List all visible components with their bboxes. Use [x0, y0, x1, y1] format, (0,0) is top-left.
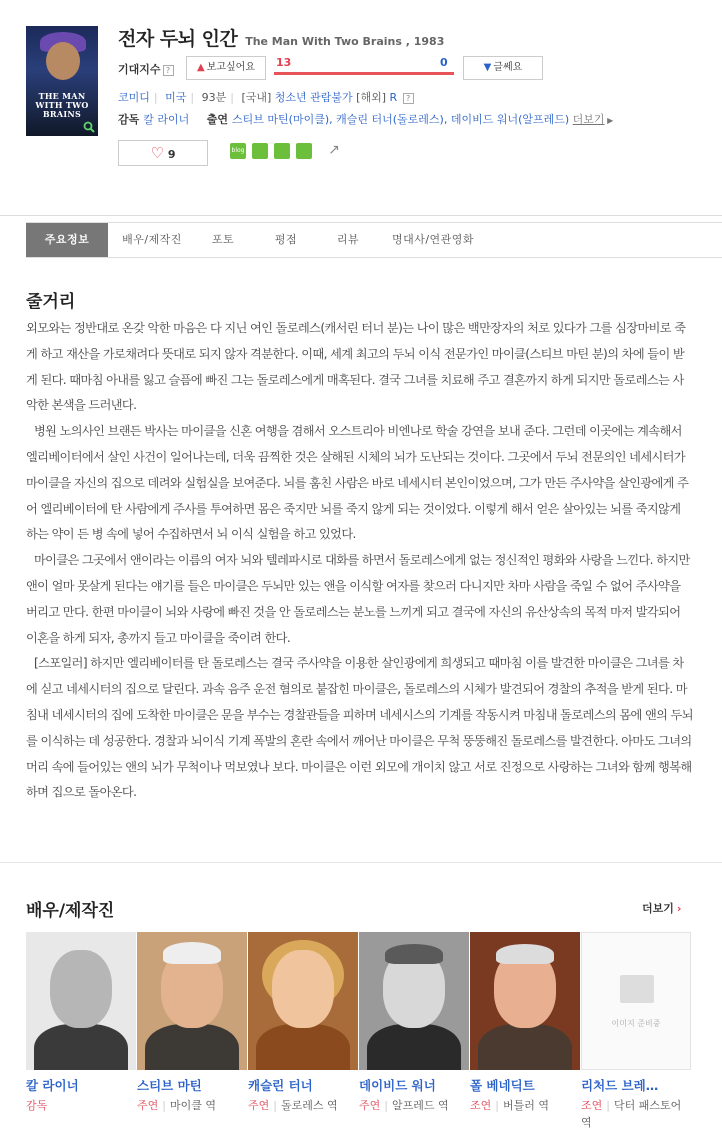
- no-image-text: 이미지 준비중: [611, 1019, 661, 1028]
- expectation-label: [118, 61, 174, 77]
- synopsis-body: [26, 316, 694, 806]
- cast-more-link[interactable]: [642, 900, 681, 916]
- rating-international[interactable]: R: [389, 91, 398, 104]
- tab-rating[interactable]: 평점: [274, 233, 298, 246]
- cast-card[interactable]: [581, 932, 691, 1131]
- rating-domestic[interactable]: 청소년 관람불가: [274, 91, 353, 104]
- role-type: 주연: [359, 1099, 381, 1112]
- director-label: 감독: [118, 113, 140, 126]
- actor-photo[interactable]: [137, 932, 247, 1070]
- cast-card[interactable]: [26, 932, 136, 1114]
- separator: |: [230, 91, 234, 104]
- cast-card[interactable]: [470, 932, 580, 1114]
- expectation-label-text: 기대지수: [118, 63, 161, 76]
- country-link[interactable]: 미국: [165, 91, 187, 104]
- director-link[interactable]: 칼 라이너: [143, 113, 190, 126]
- tab-main-info[interactable]: 주요정보: [26, 223, 108, 257]
- thumbs-up-icon: ▲: [196, 62, 205, 73]
- poster-title-text: THE MAN WITH TWO BRAINS: [35, 91, 89, 119]
- synopsis-paragraph: 외모와는 정반대로 온갖 악한 마음은 다 지닌 여인 돌로레스(캐서린 터너 분)는 나이 많은 백만장자의 처로 있다가 그를 심장마비로 죽게 하고 재산을 가로채려다 뜻대로 되지 않자 격분한다. 이때, 세계 최고의 두뇌 이식 전문가인 마이클(스티브 마틴 분)의 차에 들이 받게 된다. 때마침 아내를 잃고 슬픔에 빠진 그는 돌로레스에게 매혹된다. 결국 그녀를 치료해 주고 결혼까지 하게 되지만 돌로레스는 사악한 본색을 드러낸다.: [26, 321, 686, 413]
- photo-body: [34, 1024, 128, 1070]
- image-placeholder-icon: [620, 975, 654, 1003]
- cast-card[interactable]: [248, 932, 358, 1114]
- photo-hair: [385, 944, 443, 964]
- section-divider: [0, 862, 722, 863]
- role-name: 닥터 패스토어 역: [581, 1099, 682, 1129]
- actor-name[interactable]: 칼 라이너: [26, 1078, 79, 1093]
- chevron-right-icon: ›: [676, 902, 682, 915]
- chevron-right-icon: ▶: [604, 116, 614, 125]
- movie-meta: [118, 89, 414, 105]
- movie-title: [118, 24, 444, 51]
- role-name: 알프레드 역: [391, 1099, 449, 1112]
- like-button[interactable]: [118, 140, 208, 166]
- role-type: 감독: [26, 1099, 48, 1112]
- separator: |: [495, 1099, 499, 1112]
- synopsis-paragraph: [스포일러] 하지만 엘리베이터를 탄 돌로레스는 결국 주사약을 이용한 살인광에게 희생되고 때마침 이를 발견한 마이클은 그녀를 차에 싣고 네세시터의 집으로 달린다. 과속 음주 운전 혐의로 붙잡힌 마이클은, 돌로레스의 시체가 발견되어 경찰의 추적을 받게 된다. 마침내 네세시터의 집에 도착한 마이클은 문을 부수는 경찰관들을 피하며 네세시스의 기계를 작동시켜 마침내 돌로레스의 몸에 앤의 두뇌를 이식하는 데 성공한다. 경찰과 뇌이식 기계 폭발의 혼란 속에서 깨어난 마이클은 무척 뚱뚱해진 돌로레스를 발견한다. 아마도 그녀의 머리 속에 들어있는 앤의 뇌가 무척이나 먹보였나 보다. 마이클은 이런 외모에 개이치 않고 서로 진정으로 사랑하는 그녀와 함께 행복해하며 집으로 돌아온다.: [26, 656, 693, 800]
- not-sure-label: 글쎄요: [493, 62, 523, 73]
- role-name: 버틀러 역: [502, 1099, 549, 1112]
- meh-count: 0: [440, 56, 448, 69]
- photo-hair: [496, 944, 554, 964]
- role-name: 마이클 역: [169, 1099, 216, 1112]
- tab-review[interactable]: 리뷰: [336, 233, 360, 246]
- rating-domestic-prefix: [국내]: [241, 91, 272, 104]
- photo-body: [367, 1024, 461, 1070]
- credits-more-link[interactable]: 더보기: [572, 113, 605, 126]
- photo-body: [478, 1024, 572, 1070]
- actor-role: [248, 1097, 358, 1114]
- me2day-share-icon[interactable]: [252, 143, 268, 159]
- role-name: 돌로레스 역: [280, 1099, 338, 1112]
- facebook-share-icon[interactable]: [296, 143, 312, 159]
- title-english: The Man With Two Brains: [245, 35, 402, 48]
- runtime: 93분: [201, 91, 227, 104]
- role-type: 조연: [581, 1099, 603, 1112]
- want-to-see-label: 보고싶어요: [206, 62, 255, 73]
- actor-photo-placeholder[interactable]: [581, 932, 691, 1070]
- like-count: 9: [167, 148, 176, 161]
- help-icon[interactable]: ?: [163, 65, 174, 76]
- actor-role: [137, 1097, 247, 1114]
- zoom-icon[interactable]: [83, 121, 95, 133]
- actor-role: [359, 1097, 469, 1114]
- cast-label: 출연: [206, 113, 229, 126]
- not-sure-button[interactable]: [463, 56, 543, 80]
- cast-card[interactable]: [359, 932, 469, 1114]
- actor-name[interactable]: 데이비드 워너: [359, 1078, 436, 1093]
- title-korean: 전자 두뇌 인간: [118, 28, 238, 50]
- separator: |: [162, 1099, 166, 1112]
- photo-hair: [163, 942, 221, 964]
- want-to-see-button[interactable]: [186, 56, 266, 80]
- tab-photo[interactable]: 포토: [211, 233, 235, 246]
- tab-cast-crew[interactable]: 배우/제작진: [122, 233, 182, 246]
- photo-body: [145, 1024, 239, 1070]
- cast-section-title: 배우/제작진: [26, 901, 115, 921]
- actor-name[interactable]: 리처드 브레…: [581, 1078, 659, 1093]
- tab-bar: [26, 222, 722, 258]
- heart-icon: ♡: [150, 144, 164, 162]
- separator: |: [273, 1099, 277, 1112]
- actor-name[interactable]: 스티브 마틴: [137, 1078, 202, 1093]
- movie-poster[interactable]: [26, 26, 98, 136]
- actor-photo[interactable]: [248, 932, 358, 1070]
- role-type: 주연: [137, 1099, 159, 1112]
- actor-role: [470, 1097, 580, 1114]
- separator: |: [384, 1099, 388, 1112]
- thumbs-down-icon: ▼: [483, 62, 492, 73]
- header-divider: [0, 188, 722, 216]
- actor-photo[interactable]: [470, 932, 580, 1070]
- actor-name[interactable]: 폴 베네딕트: [470, 1078, 535, 1093]
- cast-links[interactable]: 스티브 마틴(마이클), 캐슬린 터너(돌로레스), 데이비드 워너(알프레드): [232, 113, 570, 126]
- share-arrow-icon[interactable]: ↗: [328, 142, 340, 158]
- tab-quotes-related[interactable]: 명대사/연관영화: [391, 233, 475, 246]
- cast-more-label: 더보기: [642, 902, 674, 915]
- separator: |: [606, 1099, 610, 1112]
- actor-name[interactable]: 캐슬린 터너: [248, 1078, 313, 1093]
- separator: |: [153, 91, 158, 104]
- rating-help-icon[interactable]: ?: [403, 93, 414, 104]
- release-year: , 1983: [405, 35, 445, 48]
- genre-link[interactable]: 코미디: [118, 91, 150, 104]
- role-type: 조연: [470, 1099, 492, 1112]
- photo-face: [272, 950, 334, 1028]
- actor-role: [581, 1097, 691, 1131]
- expectation-ratio-bar: [274, 72, 454, 75]
- synopsis-paragraph: 마이클은 그곳에서 앤이라는 이름의 여자 뇌와 텔레파시로 대화를 하면서 돌로레스에게 없는 정신적인 평화와 사랑을 느낀다. 하지만 앤이 얼마 못살게 된다는 얘기를 들은 마이클은 두뇌만 있는 앤을 이식할 여자를 찾으러 다니지만 차마 사람을 죽일 수 없어 주사약을 버리고 만다. 한편 마이클이 뇌와 사랑에 빠진 것을 안 돌로레스는 분노를 느끼게 되고 결국에 자신의 유산상속의 목적 마저 발각되어 이혼을 하게 되자, 총까지 들고 마이클을 죽이려 한다.: [26, 553, 690, 645]
- actor-role: [26, 1097, 136, 1114]
- role-type: 주연: [248, 1099, 270, 1112]
- photo-body: [256, 1024, 350, 1070]
- actor-photo[interactable]: [26, 932, 136, 1070]
- credits: [118, 111, 613, 127]
- twitter-share-icon[interactable]: [274, 143, 290, 159]
- blog-share-icon[interactable]: blog: [230, 143, 246, 159]
- want-count: 13: [276, 56, 292, 69]
- poster-face: [46, 42, 80, 80]
- photo-face: [50, 950, 112, 1028]
- cast-card[interactable]: [137, 932, 247, 1114]
- separator: |: [190, 91, 195, 104]
- actor-photo[interactable]: [359, 932, 469, 1070]
- share-icons: [230, 143, 342, 159]
- synopsis-title: 줄거리: [26, 292, 76, 312]
- rating-international-prefix: [해외]: [356, 91, 387, 104]
- synopsis-paragraph: 병원 노의사인 브랜든 박사는 마이클을 신혼 여행을 겸해서 오스트리아 비엔나로 학술 강연을 보내 준다. 그런데 이곳에는 계속해서 엘리베이터에서 살인 사건이 일어나는데, 더욱 끔찍한 것은 살해된 시체의 뇌가 도난되는 것이다. 그곳에서 두뇌 전문의인 네세시터가 마이클을 자신의 집으로 데려와 실험실을 보여준다. 뇌를 훔친 사람은 바로 네세시터 본인이었으며, 그가 만든 주사약을 살인광에게 주어 엘리베이터에 탄 사람에게 주사를 투여하면 몸은 죽지만 뇌를 죽지 않게 되는 것이었다. 이렇게 해서 얻은 살아있는 뇌를 죽지않게 하는 약이 든 병 속에 넣어 수집하면서 뇌 이식 실험을 하고 있었다.: [26, 424, 689, 542]
